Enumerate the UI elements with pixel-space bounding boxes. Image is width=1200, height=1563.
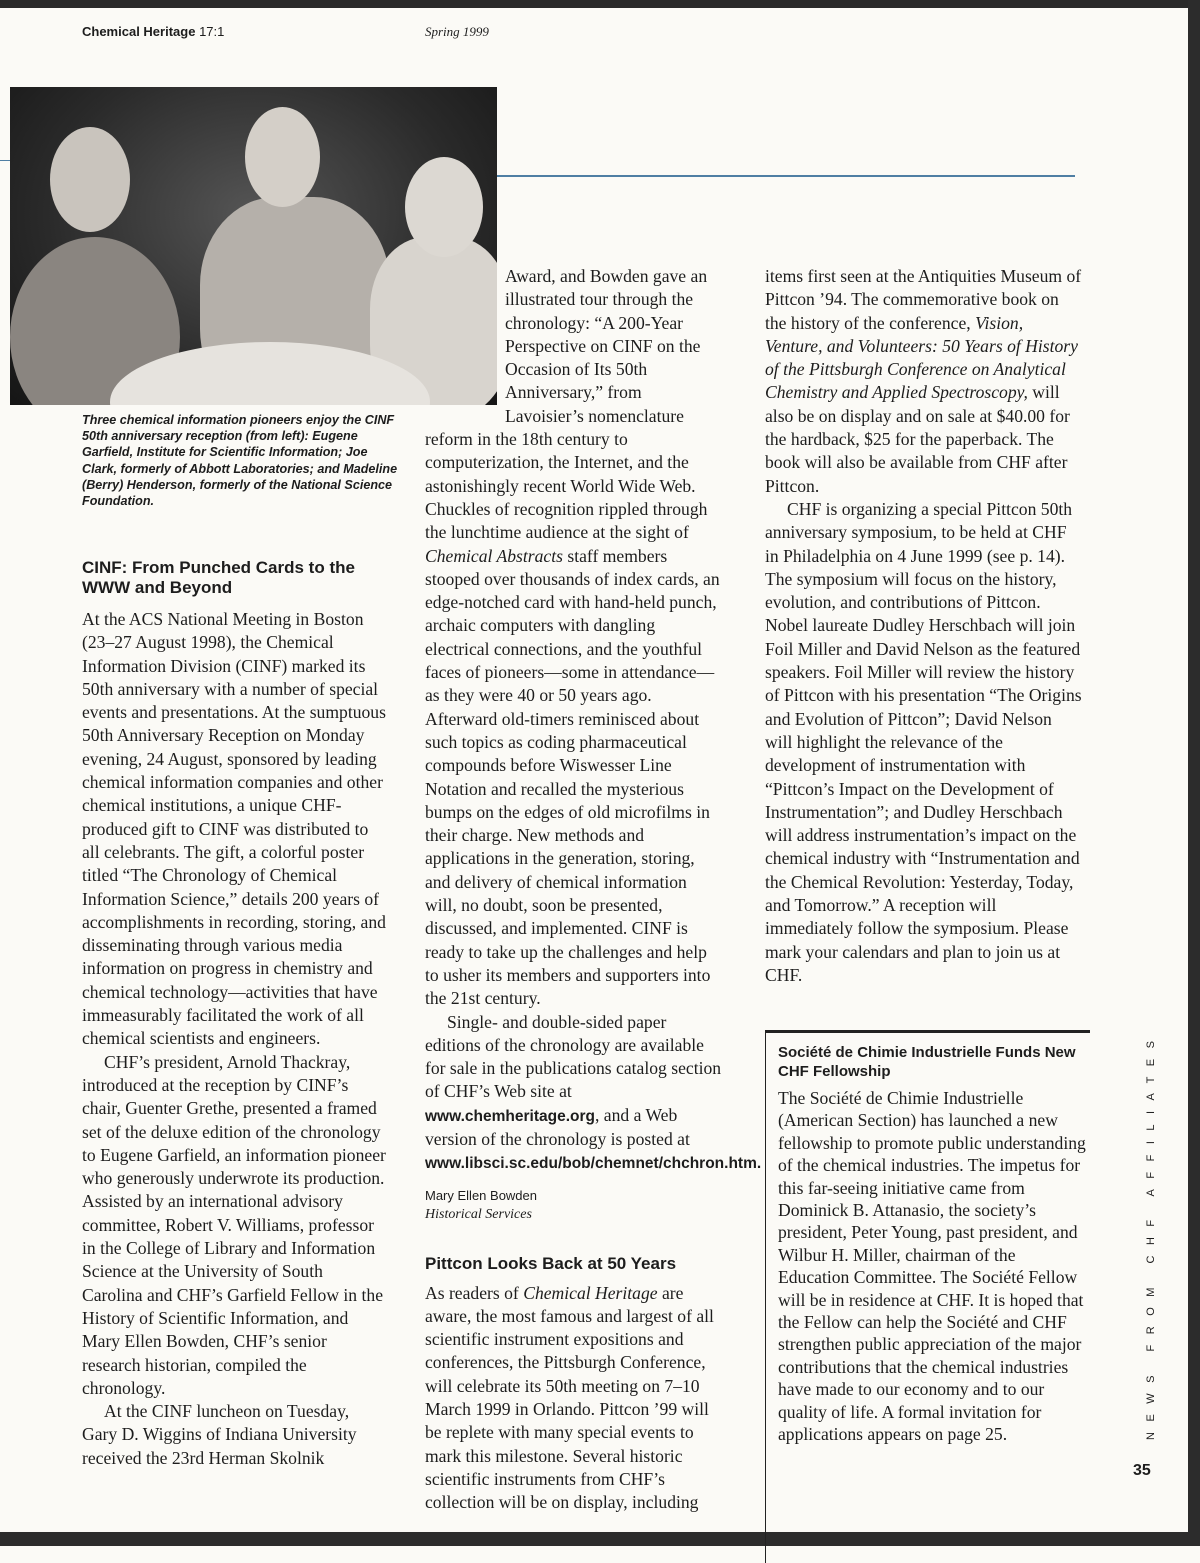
text: items first seen at the Antiquities Museum of Pittcon ’94. The commemorative book on the history of the conference,	[765, 266, 1082, 333]
column-3	[765, 265, 1083, 987]
paragraph: CHF’s president, Arnold Thackray, introduced at the reception by CINF’s chair, Guenter Grethe, presented a framed set of the deluxe edition of the chronology to Eugene Garfield, an information pioneer who generously underwrote its production. Assisted by an international advisory committee, Robert V. Williams, professor in the College of Library and Information Science at the University of South Carolina and CHF’s Garfield Fellow in the History of Scientific Information, and Mary Ellen Bowden, CHF’s senior research historian, compiled the chronology.	[82, 1051, 386, 1398]
paragraph	[425, 1282, 723, 1515]
text: are aware, the most famous and largest of all scientific instrument expositions and conferences, the Pittsburgh Conference, will celebrate its 50th meeting on 7–10 March 1999 in Orlando. Pittcon ’99 will be replete with many special events to mark this milestone. Several historic scientific instruments from CHF’s collection will be on display, including	[425, 1282, 714, 1513]
issue-number: 17:1	[199, 24, 225, 39]
photo-cinf-pioneers	[10, 87, 497, 405]
url-link[interactable]: www.libsci.sc.edu/bob/chemnet/chchron.htm.	[425, 1155, 762, 1173]
text: will also be on display and on sale at $40.00 for the hardback, $25 for the paperback. The book will also be available from CHF after Pittcon.	[765, 382, 1070, 496]
text: staff members stooped over thousands of index cards, an edge-notched card with hand-held punch, archaic computers with dangling electrical connections, and the youthful faces of pioneers—some in attendance—as they were 40 or 50 years ago. Afterward old-timers reminisced about such topics as coding pharmaceutical compounds before Wiswesser Line Notation and recalled the mysterious bumps on the edges of old microfilms in their charge. New methods and applications in the generation, storing, and delivery of chemical information will, no doubt, soon be presented, discussed, and implemented. CINF is ready to take up the challenges and help to usher its members and supporters into the 21st century.	[425, 545, 720, 1009]
paragraph: At the CINF luncheon on Tuesday, Gary D. Wiggins of Indiana University received the 23rd Herman Skolnik	[82, 1401, 357, 1468]
text: , and a Web version of the chronology is posted at	[425, 1104, 690, 1149]
page-number: 35	[1133, 1462, 1151, 1479]
paragraph: CHF is organizing a special Pittcon 50th anniversary symposium, to be held at CHF in Philadelphia on 4 June 1999 (see p. 14). The symposium will focus on the history, evolution, and contributions of Pittcon. Nobel laureate Dudley Herschbach will join Foil Miller and David Nelson as the featured speakers. Foil Miller will review the history of Pittcon with his presentation “The Origins and Evolution of Pittcon”; David Nelson will highlight the relevance of the development of instrumentation with “Pittcon’s Impact on the Development of Instrumentation”; and Dudley Herschbach will address instrumentation’s impact on the chemical industry with “Instrumentation and the Chemical Revolution: Yesterday, Today, and Tomorrow.” A reception will immediately follow the symposium. Please mark your calendars and plan to join us at CHF.	[765, 498, 1082, 985]
text: As readers of	[425, 1282, 524, 1303]
scan-edge-right	[1188, 0, 1200, 1546]
text: Award, and Bowden gave an illustrated tour through the chronology: “A 200-Year Perspective on CINF on the Occasion of Its 50th Anniversary,” from Lavoisier’s nomenclature reform in the 18th century to computerization, the Internet, and the astonishingly recent World Wide Web. Chuckles of recognition rippled through the lunchtime audience at the sight of	[425, 266, 708, 543]
journal-title: Chemical Heritage	[82, 24, 196, 39]
box-title: Société de Chimie Industrielle Funds New CHF Fellowship	[778, 1044, 1076, 1080]
author-name: Mary Ellen Bowden	[425, 1187, 537, 1203]
text: Single- and double-sided paper editions of the chronology are available for sale in the publications catalog section of CHF’s Web site at	[425, 1011, 722, 1102]
paragraph	[425, 1011, 762, 1176]
paragraph: The Société de Chimie Industrielle (American Section) has launched a new fellowship to promote public understanding of the chemical industries. The impetus for this far-seeing initiative came from Dominick B. Attanasio, the society’s president, Peter Young, past president, and Wilbur H. Miller, chairman of the Education Committee. The Société Fellow will be in residence at CHF. It is hoped that the Fellow can help the Société and CHF strengthen public appreciation of the major contributions that the chemical industries have made to our economy and to our quality of life. A formal invitation for applications appears on page 25.	[778, 1088, 1086, 1445]
url-link[interactable]: www.chemheritage.org	[425, 1107, 595, 1125]
article-title-pittcon: Pittcon Looks Back at 50 Years	[425, 1253, 677, 1273]
column-1	[82, 558, 387, 1470]
scan-edge-top	[0, 0, 1200, 8]
publication-title: Chemical Heritage	[523, 1282, 658, 1303]
book-title: Vision, Venture, and Volunteers: 50 Years of History of the Pittsburgh Conference on Analytical Chemistry and Applied Spectroscopy,	[765, 312, 1078, 403]
publication-title: Chemical Abstracts	[425, 545, 563, 566]
header-rule	[497, 175, 1075, 177]
column-2	[425, 265, 762, 1515]
sidebar-box-fellowship	[765, 1030, 1090, 1563]
running-head-season: Spring 1999	[425, 24, 489, 39]
running-head-journal	[82, 24, 224, 39]
article-title-cinf: CINF: From Punched Cards to the WWW and Beyond	[82, 558, 355, 597]
paragraph	[765, 265, 1083, 498]
photo-caption: Three chemical information pioneers enjoy the CINF 50th anniversary reception (from left): Eugene Garfield, Institute for Scientific Information; Joe Clark, formerly of Abbott Laboratories; and Madeline (Berry) Henderson, formerly of the National Science Foundation.	[82, 413, 398, 509]
paragraph: At the ACS National Meeting in Boston (23–27 August 1998), the Chemical Information Division (CINF) marked its 50th anniversary with a number of special events and presentations. At the sumptuous 50th Anniversary Reception on Monday evening, 24 August, sponsored by leading chemical information companies and other chemical institutions, a unique CHF-produced gift to CINF was distributed to all celebrants. The gift, a colorful poster titled “The Chronology of Chemical Information Science,” details 200 years of accomplishments in recording, storing, and disseminating through various media information on progress in chemistry and chemical technology—activities that have immeasurably facilitated the work of all chemical scientists and engineers.	[82, 609, 386, 1049]
author-affiliation: Historical Services	[425, 1206, 532, 1222]
section-label: NEWS FROM CHF AFFILIATES	[1145, 1030, 1157, 1440]
